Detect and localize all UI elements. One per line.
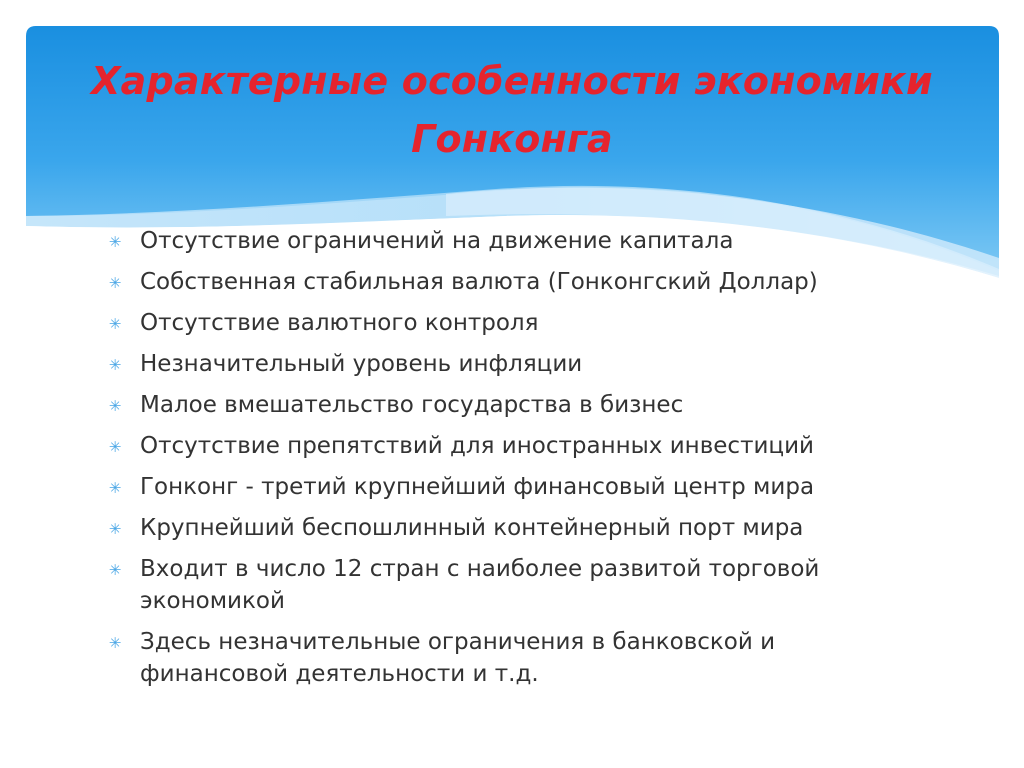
bullet-text: Крупнейший беспошлинный контейнерный порт мира (140, 515, 804, 541)
bullet-text: Здесь незначительные ограничения в банковской и финансовой деятельности и т.д. (140, 629, 776, 687)
bullet-text: Малое вмешательство государства в бизнес (140, 392, 684, 418)
asterisk-bullet-icon: ✳ (108, 397, 122, 415)
asterisk-bullet-icon: ✳ (108, 233, 122, 251)
list-item (104, 512, 924, 544)
list-item (104, 430, 924, 462)
asterisk-bullet-icon: ✳ (108, 561, 122, 579)
bullet-text: Отсутствие валютного контроля (140, 310, 539, 336)
bullet-list (104, 225, 924, 699)
list-item (104, 266, 924, 298)
asterisk-bullet-icon: ✳ (108, 274, 122, 292)
slide-title: Характерные особенности экономики Гонконга (91, 59, 933, 161)
list-item (104, 348, 924, 380)
bullet-text: Отсутствие препятствий для иностранных инвестиций (140, 433, 814, 459)
bullet-text: Незначительный уровень инфляции (140, 351, 583, 377)
list-item (104, 553, 924, 617)
list-item (104, 471, 924, 503)
asterisk-bullet-icon: ✳ (108, 438, 122, 456)
asterisk-bullet-icon: ✳ (108, 315, 122, 333)
asterisk-bullet-icon: ✳ (108, 356, 122, 374)
list-item (104, 626, 924, 690)
list-item (104, 389, 924, 421)
list-item (104, 307, 924, 339)
bullet-text: Собственная стабильная валюта (Гонконгский Доллар) (140, 269, 818, 295)
bullet-text: Гонконг - третий крупнейший финансовый центр мира (140, 474, 815, 500)
asterisk-bullet-icon: ✳ (108, 520, 122, 538)
list-item (104, 225, 924, 257)
asterisk-bullet-icon: ✳ (108, 634, 122, 652)
bullet-text: Входит в число 12 стран с наиболее развитой торговой экономикой (140, 556, 820, 614)
bullet-text: Отсутствие ограничений на движение капитала (140, 228, 734, 254)
asterisk-bullet-icon: ✳ (108, 479, 122, 497)
